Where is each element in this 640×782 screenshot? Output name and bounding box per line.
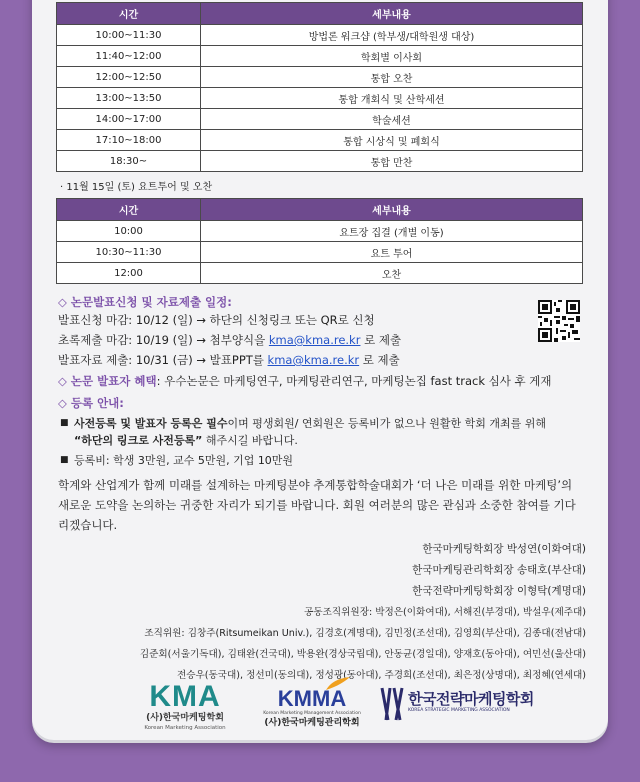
kma-name: (사)한국마케팅학회: [146, 713, 224, 723]
ksma-name: 한국전략마케팅학회: [408, 690, 534, 708]
required-registration-text: 사전등록 및 발표자 등록은 필수: [74, 417, 228, 430]
application-deadline: 발표신청 마감: 10/12 (일) → 하단의 신청링크 또는 QR로 신청: [58, 313, 375, 327]
registration-fee: [58, 452, 586, 469]
ksma-logo: [378, 682, 534, 732]
signature-line: 한국마케팅학회장 박성연(이화여대): [422, 543, 586, 555]
registration-body: 이며 평생회원/ 연회원은 등록비가 없으나 원활한 학회 개최를 위해: [227, 417, 547, 430]
committee-line: 전승우(동국대), 정선미(동의대), 정성광(동아대), 주경희(조선대), 최은정(상명대), 최정혜(연세대): [176, 670, 586, 681]
table-row: [57, 242, 583, 263]
presentation-deadline-suffix: 로 제출: [359, 353, 400, 367]
closing-message: 학계와 산업계가 함께 미래를 설계하는 마케팅분야 추계통합학술대회가 ‘더 나은 미래를 위한 마케팅’의 새로운 도약을 논의하는 귀중한 자리가 되기를 바랍니다. 회원 여러분의 많은 관심과 소중한 참여를 기다리겠습니다.: [58, 478, 576, 532]
signature-block: [58, 539, 586, 686]
table-header-row: [57, 3, 583, 25]
presentation-deadline-text: 발표자료 제출: 10/31 (금) → 발표PPT를: [58, 353, 268, 367]
detail-cell: 요트 투어: [201, 242, 583, 263]
time-cell: 12:00: [57, 263, 201, 284]
day2-schedule-table: [56, 198, 583, 284]
registration-note: [58, 415, 558, 449]
ksma-en: KOREA STRATEGIC MARKETING ASSOCIATION: [408, 708, 510, 713]
table-row: [57, 109, 583, 130]
poster-content: [56, 0, 586, 686]
time-cell: 18:30~: [57, 151, 201, 172]
abstract-deadline-suffix: 로 제출: [360, 333, 402, 347]
time-cell: 13:00~13:50: [57, 88, 201, 109]
time-cell: 11:40~12:00: [57, 46, 201, 67]
qr-code[interactable]: [538, 300, 580, 342]
detail-cell: 통합 만찬: [201, 151, 583, 172]
table-row: [57, 46, 583, 67]
table-row: [57, 88, 583, 109]
detail-cell: 방법론 워크샵 (학부생/대학원생 대상): [201, 25, 583, 46]
registration-title: ◇ 등록 안내:: [58, 396, 124, 410]
time-cell: 10:30~11:30: [57, 242, 201, 263]
logo-row: [130, 676, 534, 736]
table-row: [57, 130, 583, 151]
benefit-text: : 우수논문은 마케팅연구, 마케팅관리연구, 마케팅논집 fast track 심사 후 게재: [156, 374, 552, 388]
table-row: [57, 221, 583, 242]
kmma-en: Korean Marketing Management Association: [263, 711, 361, 716]
detail-cell: 통합 오찬: [201, 67, 583, 88]
detail-cell: 오찬: [201, 263, 583, 284]
committee-line: 조직위원: 김창주(Ritsumeikan Univ.), 김경호(계명대), 김민정(조선대), 김영희(부산대), 김종대(전남대): [144, 628, 586, 639]
submission-schedule-title: ◇ 논문발표신청 및 자료제출 일정:: [58, 295, 232, 309]
abstract-deadline-text: 초록제출 마감: 10/19 (일) → 첨부양식을: [58, 333, 269, 347]
abstract-deadline: [58, 330, 586, 350]
committee-line: 김준회(서울기독대), 김태완(건국대), 박용완(경상국립대), 안동균(경일대), 양재호(동아대), 여민선(울산대): [139, 649, 586, 660]
presentation-deadline: [58, 350, 586, 370]
day2-title: · 11월 15일 (토) 요트투어 및 오찬: [60, 182, 213, 193]
kmma-logo: [262, 676, 362, 729]
qr-code-icon: [538, 300, 580, 342]
benefit-title: ◇ 논문 발표자 혜택: [58, 374, 157, 388]
square-bullet-icon: ■: [60, 418, 69, 428]
time-cell: 10:00~11:30: [57, 25, 201, 46]
header-detail: 세부내용: [201, 3, 583, 25]
detail-cell: 학회별 이사회: [201, 46, 583, 67]
table-row: [57, 25, 583, 46]
time-cell: 12:00~12:50: [57, 67, 201, 88]
header-detail: 세부내용: [201, 199, 583, 221]
presenter-benefit: [58, 374, 558, 389]
table-row: [57, 67, 583, 88]
ksma-emblem-icon: [378, 684, 406, 724]
detail-cell: 통합 시상식 및 폐회식: [201, 130, 583, 151]
detail-cell: 요트장 집결 (개별 이동): [201, 221, 583, 242]
detail-cell: 통합 개회식 및 산학세션: [201, 88, 583, 109]
detail-cell: 학술세션: [201, 109, 583, 130]
header-time: 시간: [57, 199, 201, 221]
table-row: [57, 263, 583, 284]
header-time: 시간: [57, 3, 201, 25]
kmma-mark: KMMA: [277, 686, 347, 711]
time-cell: 14:00~17:00: [57, 109, 201, 130]
co-chairs: 공동조직위원장: 박정은(이화여대), 서해진(부경대), 박설우(제주대): [304, 607, 586, 618]
registration-note-text: [74, 415, 558, 449]
kma-logo: [130, 682, 240, 732]
table-row: [57, 151, 583, 172]
time-cell: 17:10~18:00: [57, 130, 201, 151]
day1-schedule-table: [56, 2, 583, 172]
signature-line: 한국마케팅관리학회장 송태호(부산대): [412, 564, 586, 576]
registration-end: 해주시길 바랍니다.: [202, 434, 298, 447]
email-link[interactable]: kma@kma.re.kr: [267, 353, 360, 367]
table-header-row: [57, 199, 583, 221]
registration-fee-text: 등록비: 학생 3만원, 교수 5만원, 기업 10만원: [74, 454, 294, 467]
wing-icon: [324, 676, 352, 692]
preregister-link-text: “하단의 링크로 사전등록”: [74, 434, 203, 447]
signature-line: 한국전략마케팅학회장 이형탁(계명대): [412, 585, 586, 597]
time-cell: 10:00: [57, 221, 201, 242]
kma-en: Korean Marketing Association: [144, 725, 226, 731]
kmma-name: (사)한국마케팅관리학회: [264, 718, 360, 728]
square-bullet-icon: ■: [60, 455, 69, 465]
email-link[interactable]: kma@kma.re.kr: [268, 333, 361, 347]
kma-mark: KMA: [149, 680, 221, 713]
